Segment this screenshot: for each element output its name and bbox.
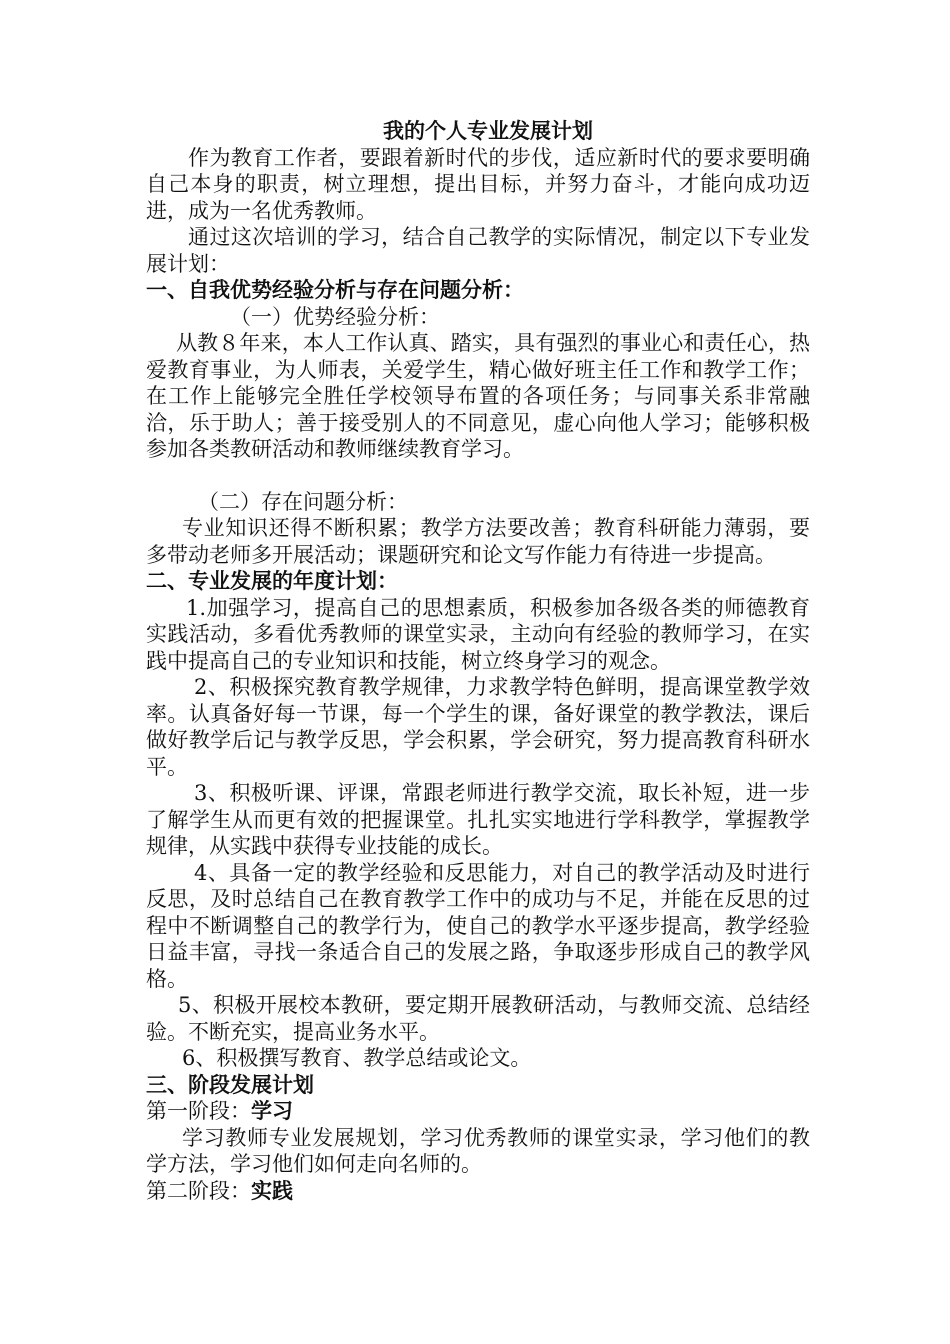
document-page xyxy=(146,118,810,1204)
stage-1-name: 学习 xyxy=(251,1098,293,1123)
stage-2-label: 第二阶段： xyxy=(146,1178,251,1203)
stage-2-name: 实践 xyxy=(251,1177,293,1203)
subsection-1-body: 从教８年来，本人工作认真、踏实，具有强烈的事业心和责任心，热爱教育事业，为人师表，关爱学生，精心做好班主任工作和教学工作；在工作上能够完全胜任学校领导布置的各项任务；与同事关系非常融洽，乐于助人；善于接受别人的不同意见，虚心向他人学习；能够积极参加各类教研活动和教师继续教育学习。 xyxy=(146,331,810,461)
stage-2-line xyxy=(146,1178,810,1205)
plan-item-5: 5、积极开展校本教研，要定期开展教研活动，与教师交流、总结经验。不断充实，提高业务水平。 xyxy=(146,993,810,1044)
intro-paragraph-2: 通过这次培训的学习，结合自己教学的实际情况，制定以下专业发展计划： xyxy=(146,225,810,276)
subsection-2-title: （二）存在问题分析： xyxy=(198,489,408,514)
document-title: 我的个人专业发展计划 xyxy=(383,118,593,143)
stage-1-line xyxy=(146,1098,810,1125)
plan-item-3: 3、积极听课、评课，常跟老师进行教学交流，取长补短，进一步了解学生从而更有效的把握课堂。扎扎实实地进行学科教学，掌握教学规律，从实践中获得专业技能的成长。 xyxy=(146,781,810,858)
plan-item-2: 2、积极探究教育教学规律，力求教学特色鲜明，提高课堂教学效率。认真备好每一节课，每一个学生的课，备好课堂的教学教法，课后做好教学后记与教学反思，学会积累，学会研究，努力提高教育科研水平。 xyxy=(146,675,810,779)
section-1-heading: 一、自我优势经验分析与存在问题分析： xyxy=(146,277,524,302)
subsection-1-title: （一）优势经验分析： xyxy=(230,304,440,329)
section-3-heading: 三、阶段发展计划 xyxy=(146,1071,314,1097)
plan-item-6: 6、积极撰写教育、教学总结或论文。 xyxy=(182,1046,532,1070)
intro-paragraph-1: 作为教育工作者，要跟着新时代的步伐，适应新时代的要求要明确自己本身的职责，树立理想，提出目标，并努力奋斗，才能向成功迈进，成为一名优秀教师。 xyxy=(146,145,810,223)
subsection-2-body: 专业知识还得不断积累；教学方法要改善；教育科研能力薄弱，要多带动老师多开展活动；课题研究和论文写作能力有待进一步提高。 xyxy=(146,516,810,567)
plan-item-4: 4、具备一定的教学经验和反思能力，对自己的教学活动及时进行反思，及时总结自己在教育教学工作中的成功与不足，并能在反思的过程中不断调整自己的教学行为，使自己的教学水平逐步提高，教学经验日益丰富，寻找一条适合自己的发展之路，争取逐步形成自己的教学风格。 xyxy=(146,860,810,991)
stage-1-body: 学习教师专业发展规划，学习优秀教师的课堂实录，学习他们的教学方法，学习他们如何走向名师的。 xyxy=(146,1125,810,1176)
plan-item-1: 1.加强学习，提高自己的思想素质，积极参加各级各类的师德教育实践活动，多看优秀教师的课堂实录，主动向有经验的教师学习，在实践中提高自己的专业知识和技能，树立终身学习的观念。 xyxy=(146,595,810,673)
section-2-heading: 二、专业发展的年度计划： xyxy=(146,568,398,593)
paragraph-spacer xyxy=(146,463,810,489)
stage-1-label: 第一阶段： xyxy=(146,1099,251,1123)
